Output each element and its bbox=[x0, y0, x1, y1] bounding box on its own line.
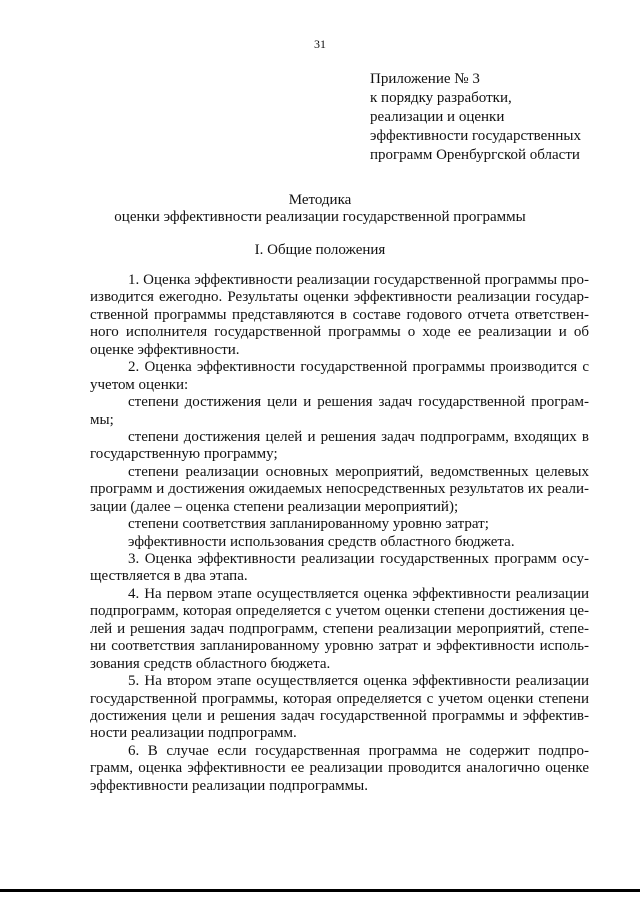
paragraph-line: изводится ежегодно. Результаты оценки эффективности реализации государ- bbox=[90, 289, 589, 306]
paragraph-line: государственную программу; bbox=[90, 446, 278, 463]
paragraph-line: зации (далее – оценка степени реализации мероприятий); bbox=[90, 498, 459, 515]
appendix-line: реализации и оценки bbox=[370, 109, 505, 125]
paragraph-line: 1. Оценка эффективности реализации государственной программы про- bbox=[128, 272, 589, 288]
paragraph-line: 4. На первом этапе осуществляется оценка эффективности реализации bbox=[128, 585, 589, 602]
appendix-line: эффективности государственных bbox=[370, 128, 581, 144]
paragraph-line: эффективности реализации подпрограммы. bbox=[90, 777, 368, 794]
paragraph-line: ни соответствия запланированному уровню затрат и эффективности исполь- bbox=[90, 638, 589, 655]
paragraph-line: степени соответствия запланированному уровню затрат; bbox=[128, 516, 489, 533]
bottom-divider bbox=[0, 889, 640, 892]
paragraph-line: 6. В случае если государственная программа не содержит подпро- bbox=[128, 742, 589, 759]
paragraph-line: достижения цели и решения задач государственной программы и эффектив- bbox=[90, 707, 589, 724]
paragraph-line: 3. Оценка эффективности реализации государственных программ осу- bbox=[128, 551, 589, 567]
paragraph-line: лей и решения задач подпрограмм, степени реализации мероприятий, степе- bbox=[90, 620, 589, 637]
body-text bbox=[90, 272, 589, 795]
paragraph-line: оценке эффективности. bbox=[90, 341, 240, 358]
page-number: 31 bbox=[314, 37, 326, 51]
appendix-line: программ Оренбургской области bbox=[370, 147, 580, 163]
appendix-block bbox=[370, 70, 630, 165]
paragraph-line: ного исполнителя государственной программы о ходе ее реализации и об bbox=[90, 324, 589, 341]
paragraph-line: степени реализации основных мероприятий, ведомственных целевых bbox=[128, 463, 589, 480]
paragraph-line: эффективности использования средств областного бюджета. bbox=[128, 533, 515, 550]
document-title: Методика bbox=[288, 192, 352, 208]
paragraph-line: зования средств областного бюджета. bbox=[90, 655, 331, 672]
appendix-line: к порядку разработки, bbox=[370, 90, 512, 106]
section-heading: I. Общие положения bbox=[254, 242, 386, 258]
paragraph-line: степени достижения целей и решения задач подпрограмм, входящих в bbox=[128, 428, 589, 445]
paragraph-line: 5. На втором этапе осуществляется оценка эффективности реализации bbox=[128, 673, 589, 690]
paragraph-line: ности реализации подпрограмм. bbox=[90, 725, 297, 742]
paragraph-line: программ и достижения ожидаемых непосредственных результатов их реали- bbox=[90, 481, 589, 498]
paragraph-line: грамм, оценка эффективности ее реализации проводится аналогично оценке bbox=[90, 760, 589, 777]
paragraph-line: ществляется в два этапа. bbox=[90, 568, 248, 585]
paragraph-line: 2. Оценка эффективности государственной программы производится с bbox=[128, 359, 589, 376]
appendix-line: Приложение № 3 bbox=[370, 71, 480, 87]
paragraph-line: степени достижения цели и решения задач государственной програм- bbox=[128, 394, 589, 411]
paragraph-line: государственной программы, которая определяется с учетом оценки степени bbox=[90, 690, 589, 707]
paragraph-line: учетом оценки: bbox=[90, 376, 189, 393]
paragraph-line: мы; bbox=[90, 411, 114, 428]
document-subtitle: оценки эффективности реализации государственной программы bbox=[114, 209, 526, 225]
paragraph-line: ственной программы представляются в составе годового отчета ответствен- bbox=[90, 306, 589, 323]
paragraph-line: подпрограмм, которая определяется с учетом оценки степени достижения це- bbox=[90, 603, 589, 620]
